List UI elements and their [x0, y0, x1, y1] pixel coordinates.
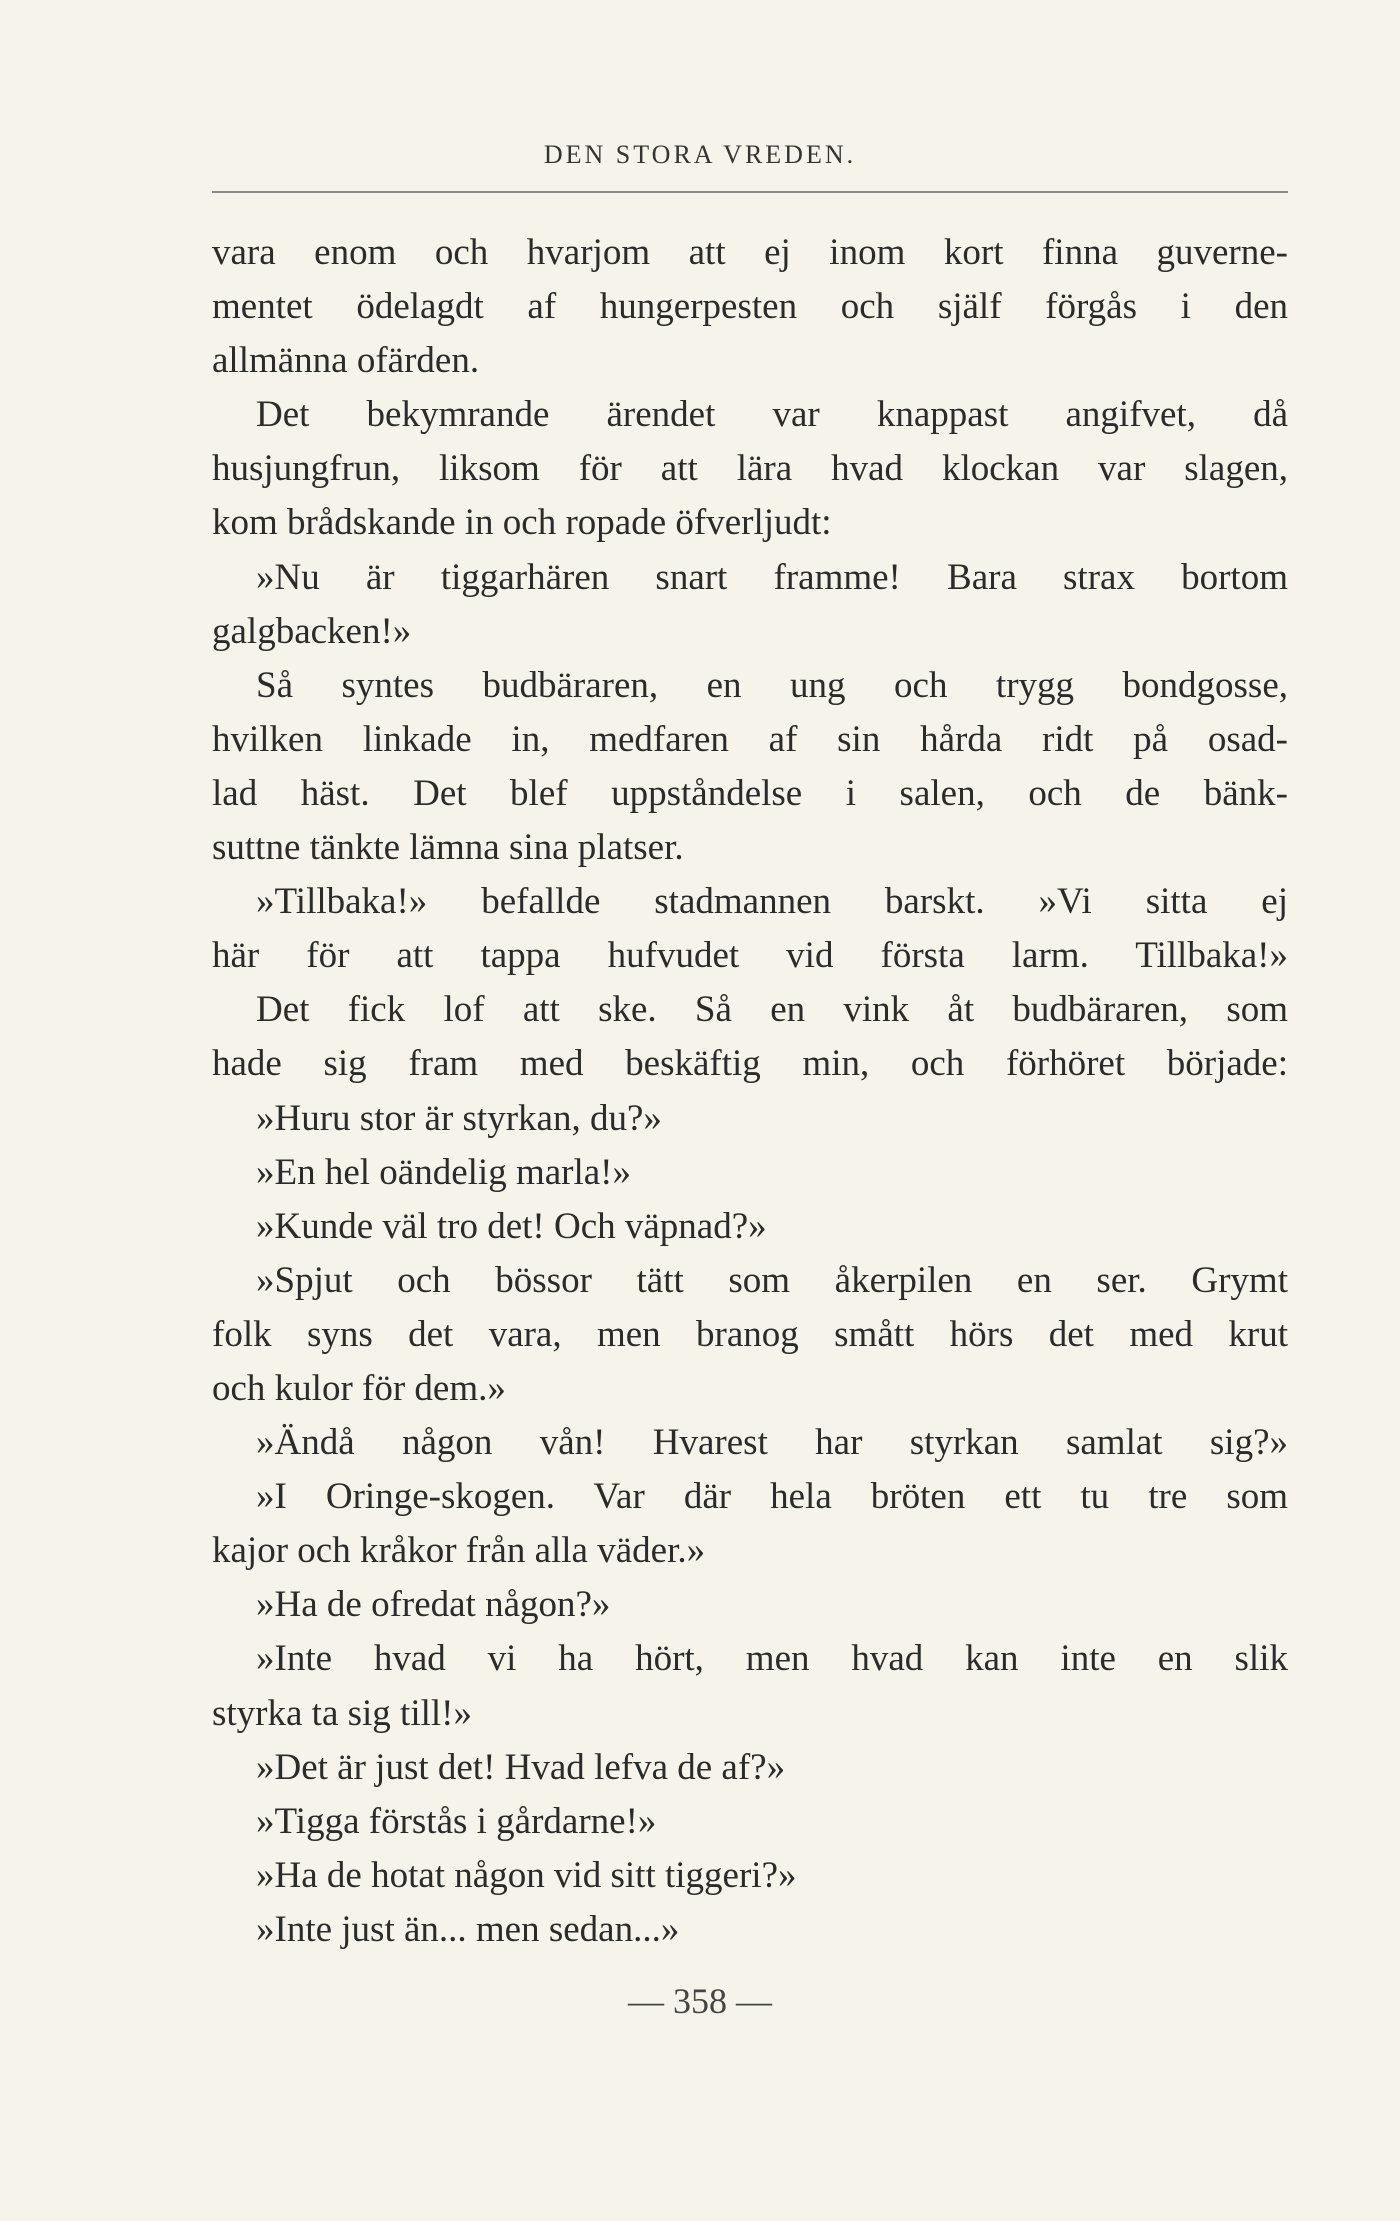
text-line: husjungfrun, liksom för att lära hvad klockan var slagen, [212, 448, 1288, 490]
text-line: »Tillbaka!» befallde stadmannen barskt. »Vi sitta ej [256, 881, 1288, 923]
text-line: här för att tappa hufvudet vid första larm. Tillbaka!» [212, 935, 1288, 977]
text-line: Så syntes budbäraren, en ung och trygg bondgosse, [256, 664, 1288, 706]
text-line: »Det är just det! Hvad lefva de af?» [256, 1746, 786, 1788]
text-line: »Tigga förstås i gårdarne!» [256, 1800, 657, 1842]
text-line: »Huru stor är styrkan, du?» [256, 1097, 662, 1139]
text-line: »Inte just än... men sedan...» [256, 1908, 680, 1950]
text-line: »Inte hvad vi ha hört, men hvad kan inte en slik [256, 1638, 1288, 1680]
running-title: DEN STORA VREDEN. [543, 140, 857, 169]
text-line: kom brådskande in och ropade öfverljudt: [212, 502, 832, 544]
text-line: Det fick lof att ske. Så en vink åt budbäraren, som [256, 989, 1288, 1031]
text-line: »Nu är tiggarhären snart framme! Bara strax bortom [256, 556, 1288, 598]
text-line: »Ha de ofredat någon?» [256, 1584, 611, 1626]
text-line: hade sig fram med beskäftig min, och förhöret började: [212, 1043, 1288, 1085]
text-line: allmänna ofärden. [212, 340, 480, 382]
text-line: hvilken linkade in, medfaren af sin hårda ridt på osad- [212, 718, 1288, 760]
text-line: styrka ta sig till!» [212, 1692, 472, 1734]
header-rule [212, 191, 1288, 193]
text-line: »Kunde väl tro det! Och väpnad?» [256, 1205, 767, 1247]
text-line: »En hel oändelig marla!» [256, 1151, 632, 1193]
text-line: »Spjut och bössor tätt som åkerpilen en ser. Grymt [256, 1259, 1288, 1301]
text-line: mentet ödelagdt af hungerpesten och själf förgås i den [212, 286, 1288, 328]
text-line: och kulor för dem.» [212, 1367, 506, 1409]
text-line: »Ändå någon vån! Hvarest har styrkan samlat sig?» [256, 1422, 1288, 1464]
text-line: suttne tänkte lämna sina platser. [212, 827, 684, 869]
body-text [212, 226, 1288, 1957]
text-line: kajor och kråkor från alla väder.» [212, 1530, 706, 1572]
text-line: Det bekymrande ärendet var knappast angifvet, då [256, 394, 1288, 436]
text-line: galgbacken!» [212, 610, 412, 652]
text-line: folk syns det vara, men branog smått hörs det med krut [212, 1313, 1288, 1355]
text-line: »I Oringe-skogen. Var där hela bröten ett tu tre som [256, 1476, 1288, 1518]
text-line: lad häst. Det blef uppståndelse i salen, och de bänk- [212, 772, 1288, 814]
text-line: vara enom och hvarjom att ej inom kort finna guverne- [212, 232, 1288, 273]
page-number: — 358 — [628, 1981, 772, 2021]
text-line: »Ha de hotat någon vid sitt tiggeri?» [256, 1854, 797, 1896]
